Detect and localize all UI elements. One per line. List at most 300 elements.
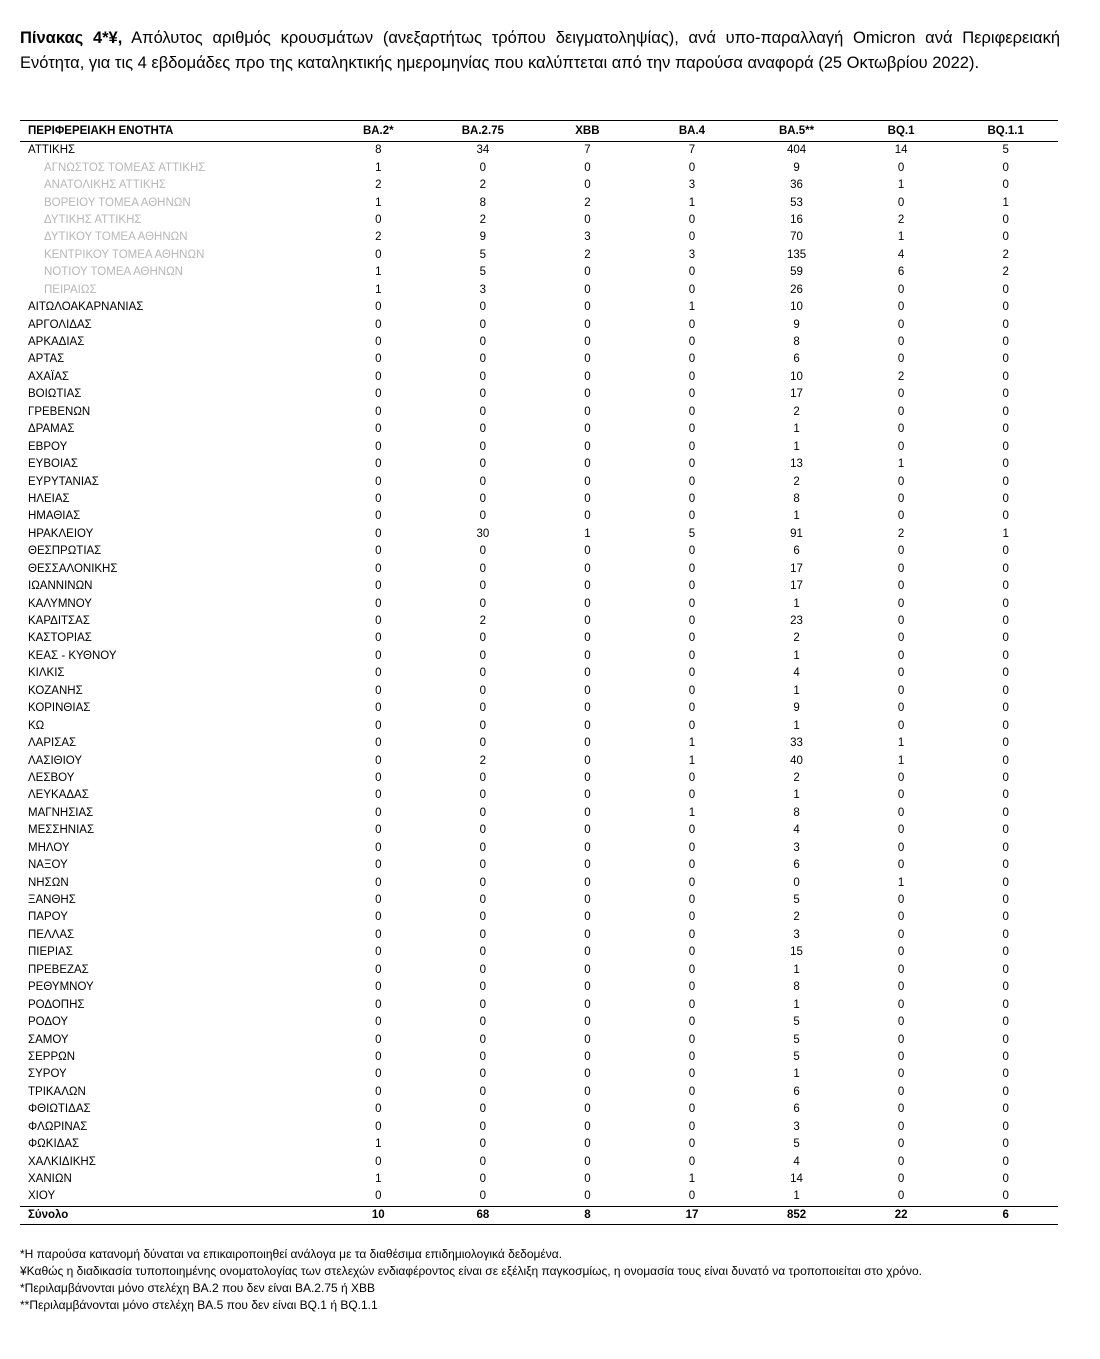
table-cell: 0 [688, 283, 696, 296]
table-cell: 0 [897, 475, 905, 488]
header-xbb: XBB [535, 121, 640, 142]
table-cell: 0 [1002, 981, 1009, 994]
table-cell: 0 [584, 545, 591, 558]
total-label: Σύνολο [20, 1206, 326, 1224]
table-cell: 0 [897, 649, 905, 662]
table-cell: 0 [1002, 388, 1009, 401]
table-cell: 0 [688, 702, 696, 715]
table-cell: 0 [688, 1085, 696, 1098]
table-cell: 1 [793, 649, 800, 662]
table-cell: 1 [793, 1068, 800, 1081]
table-cell: 1 [793, 963, 800, 976]
table-cell: 0 [479, 1016, 487, 1029]
table-cell: 2 [793, 632, 800, 645]
region-name: ΗΛΕΙΑΣ [28, 492, 70, 505]
table-cell: 6 [793, 1103, 800, 1116]
table-cell: 0 [897, 928, 905, 941]
table-cell: 3 [479, 283, 487, 296]
table-cell: 0 [897, 1050, 905, 1063]
region-name: ΒΟΡΕΙΟΥ ΤΟΜΕΑ ΑΘΗΝΩΝ [44, 196, 191, 209]
table-cell: 0 [479, 1085, 487, 1098]
table-cell: 0 [375, 318, 382, 331]
table-row [20, 683, 1058, 700]
table-cell: 2 [793, 405, 800, 418]
table-row [20, 1031, 1058, 1048]
table-cell: 0 [1002, 667, 1009, 680]
table-cell: 0 [479, 841, 487, 854]
table-cell: 0 [479, 405, 487, 418]
table-cell: 0 [479, 789, 487, 802]
table-cell: 0 [1002, 301, 1009, 314]
table-cell: 0 [1002, 283, 1009, 296]
table-cell: 0 [897, 1138, 905, 1151]
table-cell: 0 [688, 632, 696, 645]
table-cell: 0 [688, 876, 696, 889]
region-name: ΝΑΞΟΥ [28, 859, 68, 872]
table-cell: 16 [790, 213, 803, 226]
table-cell: 0 [584, 370, 591, 383]
table-cell: 0 [897, 981, 905, 994]
table-cell: 0 [375, 475, 382, 488]
table-cell: 0 [1002, 1068, 1009, 1081]
table-cell: 0 [479, 771, 487, 784]
footnotes [20, 1246, 922, 1314]
table-cell: 0 [1002, 1016, 1009, 1029]
table-cell: 0 [584, 580, 591, 593]
table-subrow [20, 247, 1058, 264]
region-name: ΛΕΣΒΟΥ [28, 771, 75, 784]
table-cell: 1 [897, 754, 905, 767]
region-name: ΓΡΕΒΕΝΩΝ [28, 405, 91, 418]
table-cell: 0 [375, 981, 382, 994]
table-subrow [20, 229, 1058, 246]
table-subrow [20, 177, 1058, 194]
table-cell: 0 [1002, 492, 1009, 505]
table-cell: 0 [688, 213, 696, 226]
region-name: ΕΥΡΥΤΑΝΙΑΣ [28, 475, 99, 488]
table-cell: 1 [688, 1173, 696, 1186]
table-cell: 4 [897, 248, 905, 261]
table-cell: 10 [790, 370, 803, 383]
region-name: ΣΕΡΡΩΝ [28, 1050, 76, 1063]
table-cell: 0 [479, 684, 487, 697]
table-cell: 0 [479, 1103, 487, 1116]
table-cell: 0 [1002, 1120, 1009, 1133]
table-cell: 1 [897, 737, 905, 750]
table-cell: 0 [1002, 754, 1009, 767]
table-cell: 404 [786, 144, 807, 157]
table-subrow [20, 194, 1058, 211]
table-cell: 0 [375, 754, 382, 767]
table-cell: 1 [793, 597, 800, 610]
table-cell: 0 [897, 771, 905, 784]
table-row [20, 369, 1058, 386]
table-row [20, 874, 1058, 891]
table-cell: 15 [790, 946, 803, 959]
table-cell: 1 [688, 754, 696, 767]
table-cell: 1 [375, 161, 382, 174]
table-cell: 1 [584, 527, 591, 540]
table-cell: 0 [584, 1103, 591, 1116]
table-row [20, 787, 1058, 804]
table-cell: 0 [584, 475, 591, 488]
table-cell: 0 [479, 928, 487, 941]
table-cell: 0 [479, 1120, 487, 1133]
variants-table-container [20, 120, 1058, 1225]
table-row [20, 456, 1058, 473]
table-cell: 0 [897, 998, 905, 1011]
table-cell: 0 [688, 911, 696, 924]
table-subrow [20, 159, 1058, 176]
table-cell: 5 [793, 1033, 800, 1046]
table-cell: 0 [897, 859, 905, 872]
table-cell: 0 [375, 667, 382, 680]
table-cell: 0 [584, 1050, 591, 1063]
table-cell: 0 [584, 632, 591, 645]
table-cell: 5 [688, 527, 696, 540]
table-cell: 0 [688, 1050, 696, 1063]
table-cell: 2 [793, 771, 800, 784]
table-cell: 0 [375, 963, 382, 976]
table-cell: 0 [897, 161, 905, 174]
table-cell: 0 [375, 353, 382, 366]
region-name: ΣΥΡΟΥ [28, 1068, 67, 1081]
table-cell: 0 [688, 649, 696, 662]
table-cell: 0 [897, 545, 905, 558]
table-cell: 0 [897, 632, 905, 645]
table-row [20, 578, 1058, 595]
table-cell: 0 [1002, 1033, 1009, 1046]
table-cell: 0 [584, 283, 591, 296]
table-cell: 0 [584, 458, 591, 471]
table-cell: 0 [375, 771, 382, 784]
table-row [20, 613, 1058, 630]
table-cell: 1 [375, 283, 382, 296]
table-cell: 2 [793, 475, 800, 488]
table-cell: 0 [584, 440, 591, 453]
footnote: **Περιλαμβάνονται μόνο στελέχη BA.5 που δεν είναι BQ.1 ή BQ.1.1 [20, 1298, 378, 1312]
table-cell: 0 [375, 510, 382, 523]
table-cell: 0 [1002, 318, 1009, 331]
table-cell: 0 [479, 440, 487, 453]
region-name: ΚΩ [28, 719, 45, 732]
table-cell: 8 [479, 196, 487, 209]
table-cell: 0 [1002, 841, 1009, 854]
table-cell: 0 [688, 492, 696, 505]
table-cell: 0 [1002, 719, 1009, 732]
table-cell: 0 [479, 859, 487, 872]
table-cell: 0 [584, 719, 591, 732]
table-cell: 0 [584, 876, 591, 889]
table-cell: 0 [375, 388, 382, 401]
header-region: ΠΕΡΙΦΕΡΕΙΑΚΗ ΕΝΟΤΗΤΑ [20, 121, 326, 142]
table-cell: 0 [1002, 684, 1009, 697]
table-subrow [20, 264, 1058, 281]
table-cell: 0 [479, 423, 487, 436]
table-cell: 0 [375, 702, 382, 715]
table-row [20, 996, 1058, 1013]
table-cell: 0 [375, 998, 382, 1011]
table-cell: 0 [375, 1120, 382, 1133]
table-cell: 852 [744, 1206, 849, 1224]
table-cell: 0 [375, 719, 382, 732]
table-cell: 0 [897, 1155, 905, 1168]
table-cell: 8 [793, 336, 800, 349]
table-cell: 0 [479, 580, 487, 593]
table-cell: 0 [897, 911, 905, 924]
table-cell: 0 [584, 1085, 591, 1098]
table-cell: 0 [479, 1138, 487, 1151]
table-cell: 0 [897, 440, 905, 453]
region-name: ΔΥΤΙΚΟΥ ΤΟΜΕΑ ΑΘΗΝΩΝ [44, 231, 188, 244]
table-cell: 2 [1002, 266, 1009, 279]
table-cell: 0 [1002, 928, 1009, 941]
table-header-row [20, 121, 1058, 142]
header-ba4: BA.4 [640, 121, 745, 142]
region-name: ΚΑΡΔΙΤΣΑΣ [28, 615, 90, 628]
region-name: ΒΟΙΩΤΙΑΣ [28, 388, 82, 401]
table-cell: 0 [375, 597, 382, 610]
table-cell: 0 [479, 1050, 487, 1063]
table-cell: 0 [479, 946, 487, 959]
table-cell: 0 [584, 388, 591, 401]
region-name: ΜΕΣΣΗΝΙΑΣ [28, 824, 95, 837]
table-cell: 17 [790, 562, 803, 575]
table-row [20, 438, 1058, 455]
region-name: ΚΑΛΥΜΝΟΥ [28, 597, 92, 610]
footnote: *Η παρούσα κατανομή δύναται να επικαιροποιηθεί ανάλογα με τα διαθέσιμα επιδημιολογικά δεδομένα. [20, 1247, 563, 1261]
table-cell: 0 [584, 789, 591, 802]
table-cell: 0 [688, 370, 696, 383]
table-row [20, 473, 1058, 490]
table-cell: 5 [793, 894, 800, 907]
table-row [20, 665, 1058, 682]
table-cell: 0 [897, 615, 905, 628]
table-cell: 0 [1002, 161, 1009, 174]
table-cell: 0 [688, 423, 696, 436]
table-cell: 0 [688, 1138, 696, 1151]
table-cell: 0 [688, 981, 696, 994]
table-cell: 0 [375, 824, 382, 837]
table-cell: 0 [688, 894, 696, 907]
variants-by-region-table [20, 120, 1058, 1225]
table-cell: 3 [793, 1120, 800, 1133]
region-name: ΞΑΝΘΗΣ [28, 894, 76, 907]
table-cell: 1 [375, 266, 382, 279]
table-cell: 0 [1002, 806, 1009, 819]
table-row [20, 334, 1058, 351]
table-cell: 0 [584, 859, 591, 872]
table-cell: 0 [479, 806, 487, 819]
table-cell: 0 [584, 946, 591, 959]
region-name: ΠΙΕΡΙΑΣ [28, 946, 73, 959]
table-cell: 0 [584, 702, 591, 715]
table-cell: 8 [793, 806, 800, 819]
table-cell: 0 [1002, 1085, 1009, 1098]
table-cell: 0 [584, 1120, 591, 1133]
table-cell: 0 [479, 1173, 487, 1186]
table-cell: 0 [897, 283, 905, 296]
table-cell: 2 [584, 196, 591, 209]
table-cell: 0 [584, 1033, 591, 1046]
table-cell: 0 [479, 702, 487, 715]
table-cell: 0 [479, 388, 487, 401]
table-cell: 0 [1002, 737, 1009, 750]
table-cell: 0 [897, 1103, 905, 1116]
table-cell: 1 [793, 719, 800, 732]
table-cell: 9 [793, 318, 800, 331]
table-cell: 0 [688, 719, 696, 732]
region-name: ΘΕΣΠΡΩΤΙΑΣ [28, 545, 102, 558]
region-name: ΑΧΑΪΑΣ [28, 370, 69, 383]
region-name: ΚΙΛΚΙΣ [28, 667, 65, 680]
region-name: ΗΡΑΚΛΕΙΟΥ [28, 527, 94, 540]
table-cell: 0 [897, 1173, 905, 1186]
table-cell: 0 [1002, 771, 1009, 784]
table-cell: 9 [793, 702, 800, 715]
table-cell: 0 [897, 806, 905, 819]
table-cell: 0 [584, 824, 591, 837]
table-row [20, 648, 1058, 665]
table-row [20, 1153, 1058, 1170]
table-cell: 0 [584, 161, 591, 174]
table-cell: 0 [584, 806, 591, 819]
table-cell: 0 [897, 684, 905, 697]
table-cell: 2 [897, 213, 905, 226]
table-cell: 0 [688, 353, 696, 366]
table-cell: 5 [793, 1138, 800, 1151]
table-cell: 0 [1002, 370, 1009, 383]
table-cell: 0 [688, 1068, 696, 1081]
table-cell: 0 [375, 859, 382, 872]
table-subrow [20, 282, 1058, 299]
table-cell: 0 [688, 562, 696, 575]
table-cell: 0 [1002, 876, 1009, 889]
table-cell: 10 [790, 301, 803, 314]
region-name: ΜΑΓΝΗΣΙΑΣ [28, 806, 94, 819]
table-row [20, 1119, 1058, 1136]
table-cell: 0 [375, 928, 382, 941]
table-cell: 0 [584, 981, 591, 994]
table-cell: 0 [584, 353, 591, 366]
table-cell: 0 [584, 1155, 591, 1168]
table-cell: 0 [1002, 789, 1009, 802]
region-name: ΤΡΙΚΑΛΩΝ [28, 1085, 86, 1098]
table-cell: 0 [688, 615, 696, 628]
table-cell: 0 [897, 719, 905, 732]
region-name: ΡΟΔΟΠΗΣ [28, 998, 85, 1011]
table-row [20, 805, 1058, 822]
table-cell: 5 [793, 1050, 800, 1063]
table-row [20, 1084, 1058, 1101]
region-name: ΦΩΚΙΔΑΣ [28, 1138, 80, 1151]
table-cell: 0 [584, 737, 591, 750]
table-cell: 0 [688, 336, 696, 349]
table-cell: 53 [790, 196, 803, 209]
table-cell: 0 [897, 196, 905, 209]
table-cell: 0 [897, 510, 905, 523]
table-cell: 5 [1002, 144, 1009, 157]
table-cell: 2 [375, 231, 382, 244]
table-cell: 1 [793, 423, 800, 436]
table-cell: 0 [584, 405, 591, 418]
table-cell: 0 [688, 998, 696, 1011]
table-cell: 2 [897, 370, 905, 383]
table-cell: 0 [1002, 615, 1009, 628]
table-cell: 0 [584, 1190, 591, 1203]
table-row [20, 735, 1058, 752]
table-cell: 0 [584, 213, 591, 226]
table-cell: 0 [688, 1103, 696, 1116]
table-cell: 0 [1002, 632, 1009, 645]
table-cell: 2 [584, 248, 591, 261]
table-cell: 0 [584, 771, 591, 784]
region-name: ΑΤΤΙΚΗΣ [28, 144, 76, 157]
table-cell: 0 [375, 580, 382, 593]
table-cell: 8 [375, 144, 382, 157]
table-cell: 0 [897, 492, 905, 505]
table-cell: 0 [375, 684, 382, 697]
table-cell: 0 [1002, 963, 1009, 976]
table-cell: 0 [897, 562, 905, 575]
table-cell: 1 [793, 440, 800, 453]
table-cell: 36 [790, 179, 803, 192]
table-cell: 0 [688, 318, 696, 331]
table-cell: 2 [1002, 248, 1009, 261]
region-name: ΡΕΘΥΜΝΟΥ [28, 981, 94, 994]
table-cell: 1 [793, 789, 800, 802]
table-cell: 0 [688, 928, 696, 941]
table-cell: 6 [793, 859, 800, 872]
table-cell: 0 [375, 649, 382, 662]
table-cell: 0 [688, 946, 696, 959]
table-row [20, 857, 1058, 874]
region-name: ΡΟΔΟΥ [28, 1016, 69, 1029]
region-name: ΑΝΑΤΟΛΙΚΗΣ ΑΤΤΙΚΗΣ [44, 179, 167, 192]
table-cell: 0 [897, 702, 905, 715]
table-cell: 0 [1002, 179, 1009, 192]
table-cell: 1 [897, 231, 905, 244]
table-cell: 2 [479, 213, 487, 226]
table-cell: 0 [584, 667, 591, 680]
table-cell: 0 [479, 562, 487, 575]
table-cell: 6 [793, 1085, 800, 1098]
table-cell: 0 [1002, 440, 1009, 453]
table-cell: 0 [688, 963, 696, 976]
region-name: ΑΡΓΟΛΙΔΑΣ [28, 318, 92, 331]
table-cell: 70 [790, 231, 803, 244]
table-cell: 0 [375, 1103, 382, 1116]
region-name: ΕΥΒΟΙΑΣ [28, 458, 78, 471]
table-cell: 0 [479, 1033, 487, 1046]
table-cell: 0 [688, 859, 696, 872]
header-ba275: BA.2.75 [431, 121, 536, 142]
table-cell: 0 [897, 946, 905, 959]
table-cell: 0 [1002, 702, 1009, 715]
table-cell: 0 [1002, 894, 1009, 907]
table-cell: 17 [640, 1206, 745, 1224]
table-cell: 1 [688, 301, 696, 314]
region-name: ΑΙΤΩΛΟΑΚΑΡΝΑΝΙΑΣ [28, 301, 144, 314]
table-cell: 2 [479, 179, 487, 192]
table-cell: 5 [479, 248, 487, 261]
table-cell: 0 [1002, 1050, 1009, 1063]
table-cell: 0 [375, 1050, 382, 1063]
table-cell: 0 [584, 492, 591, 505]
table-cell: 9 [793, 161, 800, 174]
table-cell: 0 [688, 388, 696, 401]
table-cell: 0 [479, 475, 487, 488]
